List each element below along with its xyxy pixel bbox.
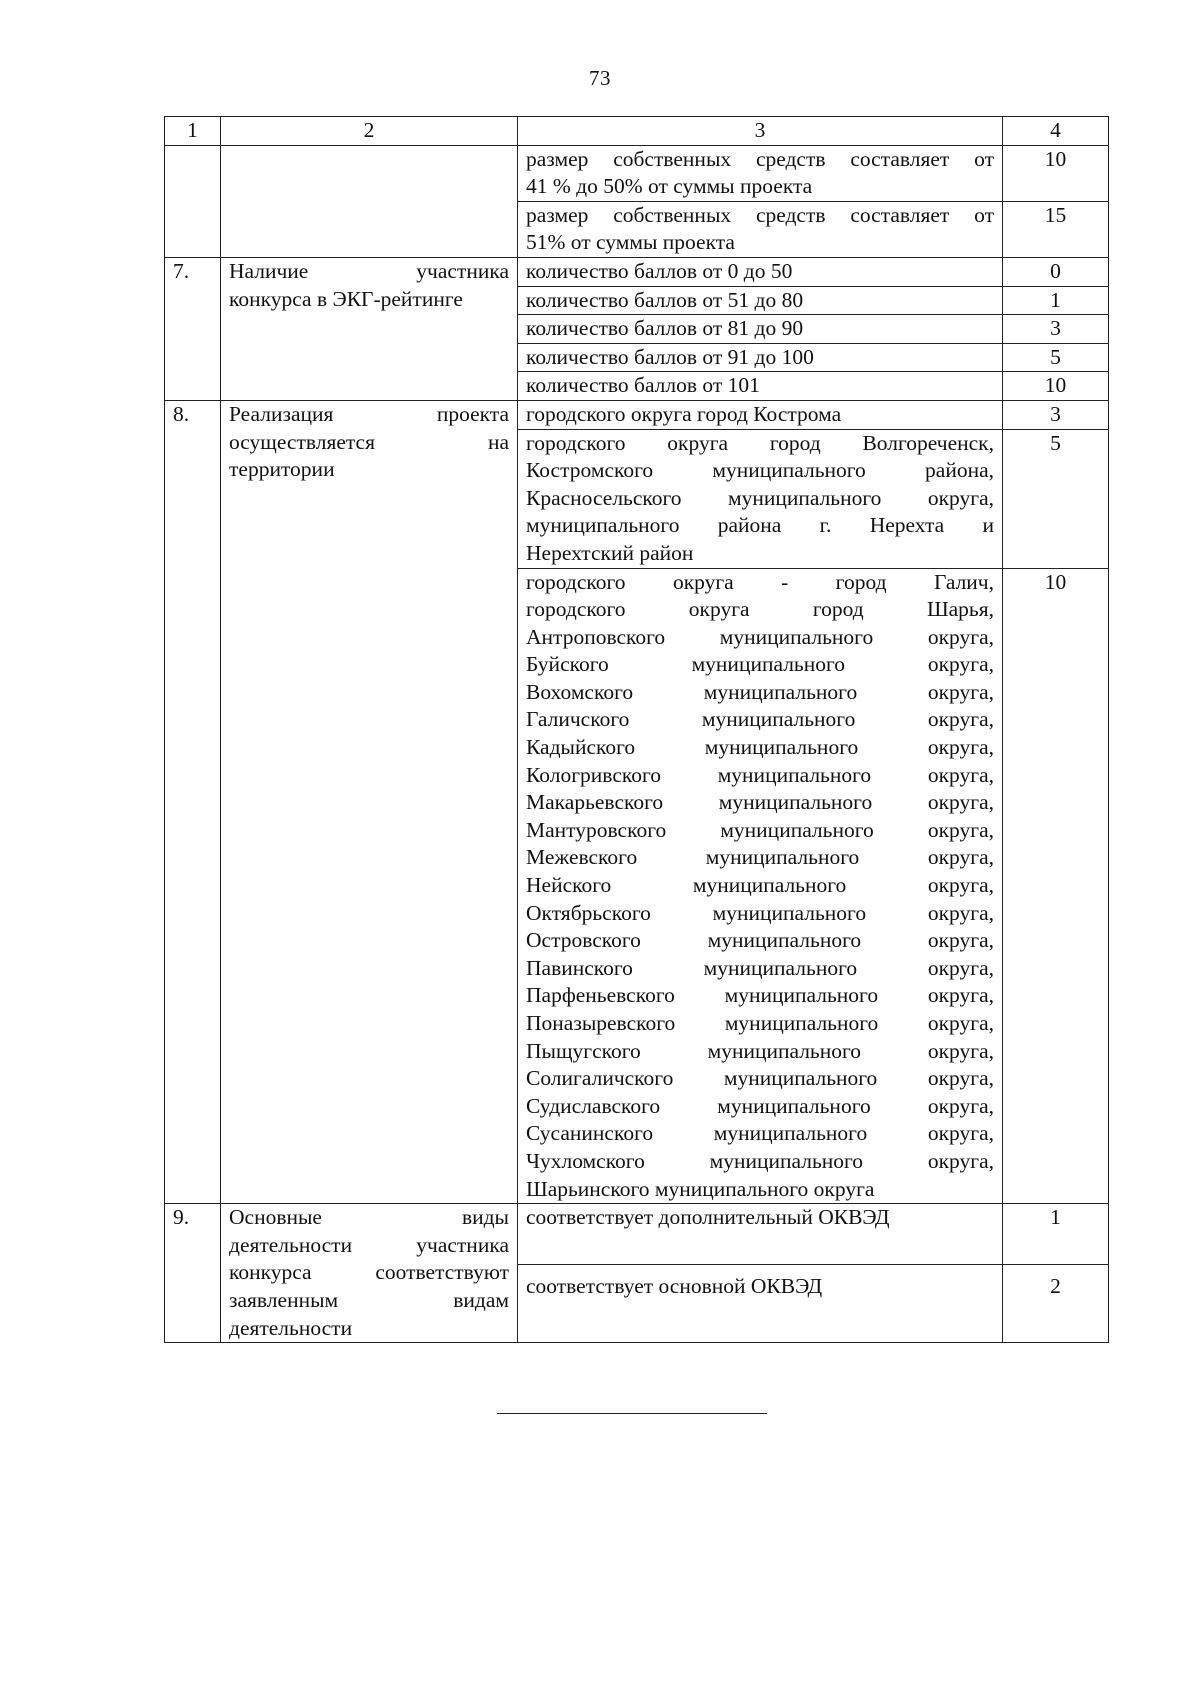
cell-text-line: Мантуровского муниципального округа, bbox=[526, 817, 994, 842]
points-cell: 10 bbox=[1003, 372, 1109, 401]
cell-text-line: муниципального района г. Нерехта и bbox=[526, 513, 994, 538]
criterion-number: 9. bbox=[165, 1204, 221, 1343]
cell-text-line: Чухломского муниципального округа, bbox=[526, 1148, 994, 1173]
points-cell: 5 bbox=[1003, 343, 1109, 372]
header-cell: 3 bbox=[518, 117, 1003, 146]
points-cell: 5 bbox=[1003, 429, 1109, 568]
cell-text-line: Островского муниципального округа, bbox=[526, 928, 994, 953]
points-cell: 2 bbox=[1003, 1265, 1109, 1343]
cell-text-line: Судиславского муниципального округа, bbox=[526, 1093, 994, 1118]
cell-text-line: Парфеньевского муниципального округа, bbox=[526, 983, 994, 1008]
condition-cell bbox=[518, 1265, 1003, 1343]
cell-text-line: Макарьевского муниципального округа, bbox=[526, 790, 994, 815]
page-number: 73 bbox=[589, 66, 611, 90]
condition-cell bbox=[518, 315, 1003, 344]
cell-text-line: Кологривского муниципального округа, bbox=[526, 762, 994, 787]
cell-text-line: размер собственных средств составляет от bbox=[526, 202, 994, 227]
criterion-name bbox=[221, 400, 518, 1203]
criterion-name bbox=[221, 145, 518, 257]
condition-cell bbox=[518, 372, 1003, 401]
cell-text-line: Основные виды bbox=[229, 1205, 509, 1230]
condition-cell bbox=[518, 568, 1003, 1204]
cell-text-line: количество баллов от 91 до 100 bbox=[526, 344, 814, 369]
condition-cell bbox=[518, 286, 1003, 315]
criterion-number: 7. bbox=[165, 257, 221, 400]
cell-text-line: осуществляется на bbox=[229, 429, 509, 454]
cell-text-line: количество баллов от 0 до 50 bbox=[526, 258, 793, 283]
points-cell: 10 bbox=[1003, 145, 1109, 201]
cell-text-line: конкурса в ЭКГ-рейтинге bbox=[229, 286, 463, 311]
cell-text-line: Вохомского муниципального округа, bbox=[526, 679, 994, 704]
criterion-number bbox=[165, 145, 221, 257]
cell-text-line: заявленным видам bbox=[229, 1287, 509, 1312]
cell-text-line: соответствует дополнительный ОКВЭД bbox=[526, 1205, 890, 1230]
cell-text-line: Поназыревского муниципального округа, bbox=[526, 1011, 994, 1035]
cell-text-line: Кадыйского муниципального округа, bbox=[526, 735, 994, 760]
table-row bbox=[165, 400, 1109, 429]
condition-cell bbox=[518, 400, 1003, 429]
cell-text-line: 51% от суммы проекта bbox=[526, 230, 735, 255]
points-cell: 0 bbox=[1003, 257, 1109, 286]
condition-cell bbox=[518, 145, 1003, 201]
cell-text-line: городского округа город Шарья, bbox=[526, 597, 994, 622]
cell-text-line: Павинского муниципального округа, bbox=[526, 955, 994, 980]
cell-text-line: Нейского муниципального округа, bbox=[526, 873, 994, 898]
cell-text-line: деятельности участника bbox=[229, 1232, 509, 1257]
cell-text-line: Наличие участника bbox=[229, 258, 509, 283]
cell-text-line: Буйского муниципального округа, bbox=[526, 652, 994, 677]
points-cell: 1 bbox=[1003, 1204, 1109, 1265]
cell-text-line: Антроповского муниципального округа, bbox=[526, 624, 994, 649]
cell-text-line: Октябрьского муниципального округа, bbox=[526, 900, 994, 925]
header-cell: 1 bbox=[165, 117, 221, 146]
cell-text-line: Красносельского муниципального округа, bbox=[526, 485, 994, 510]
cell-text-line: городского округа город Кострома bbox=[526, 401, 842, 426]
cell-text-line: Костромского муниципального района, bbox=[526, 458, 994, 483]
table-row bbox=[165, 257, 1109, 286]
cell-text-line: Шарьинского муниципального округа bbox=[526, 1176, 875, 1201]
points-cell: 1 bbox=[1003, 286, 1109, 315]
cell-text-line: количество баллов от 81 до 90 bbox=[526, 316, 804, 341]
points-cell: 10 bbox=[1003, 568, 1109, 1204]
cell-text-line: Галичского муниципального округа, bbox=[526, 707, 994, 732]
cell-text-line: соответствует основной ОКВЭД bbox=[526, 1274, 823, 1299]
criteria-table bbox=[164, 116, 1109, 1343]
cell-text-line: Сусанинского муниципального округа, bbox=[526, 1121, 994, 1146]
header-cell: 2 bbox=[221, 117, 518, 146]
cell-text-line: деятельности bbox=[229, 1315, 353, 1340]
criterion-name bbox=[221, 1204, 518, 1343]
header-cell: 4 bbox=[1003, 117, 1109, 146]
cell-text-line: Межевского муниципального округа, bbox=[526, 845, 994, 870]
cell-text-line: Пыщугского муниципального округа, bbox=[526, 1038, 994, 1063]
points-cell: 3 bbox=[1003, 315, 1109, 344]
condition-cell bbox=[518, 343, 1003, 372]
criterion-number: 8. bbox=[165, 400, 221, 1203]
cell-text-line: количество баллов от 101 bbox=[526, 373, 760, 398]
cell-text-line: размер собственных средств составляет от bbox=[526, 146, 994, 171]
cell-text-line: Реализация проекта bbox=[229, 401, 509, 426]
points-cell: 15 bbox=[1003, 201, 1109, 257]
footer-rule bbox=[497, 1413, 767, 1414]
cell-text-line: территории bbox=[229, 457, 335, 482]
cell-text-line: городского округа - город Галич, bbox=[526, 569, 994, 594]
table-row bbox=[165, 145, 1109, 201]
criterion-name bbox=[221, 257, 518, 400]
cell-text-line: Солигаличского муниципального округа, bbox=[526, 1066, 994, 1091]
points-cell: 3 bbox=[1003, 400, 1109, 429]
cell-text-line: количество баллов от 51 до 80 bbox=[526, 287, 804, 312]
header-row bbox=[165, 117, 1109, 146]
condition-cell bbox=[518, 429, 1003, 568]
cell-text-line: Нерехтский район bbox=[526, 540, 694, 565]
cell-text-line: 41 % до 50% от суммы проекта bbox=[526, 174, 813, 199]
condition-cell bbox=[518, 1204, 1003, 1265]
condition-cell bbox=[518, 201, 1003, 257]
cell-text-line: конкурса соответствуют bbox=[229, 1260, 509, 1285]
table-row bbox=[165, 1204, 1109, 1265]
condition-cell bbox=[518, 257, 1003, 286]
cell-text-line: городского округа город Волгореченск, bbox=[526, 430, 994, 455]
